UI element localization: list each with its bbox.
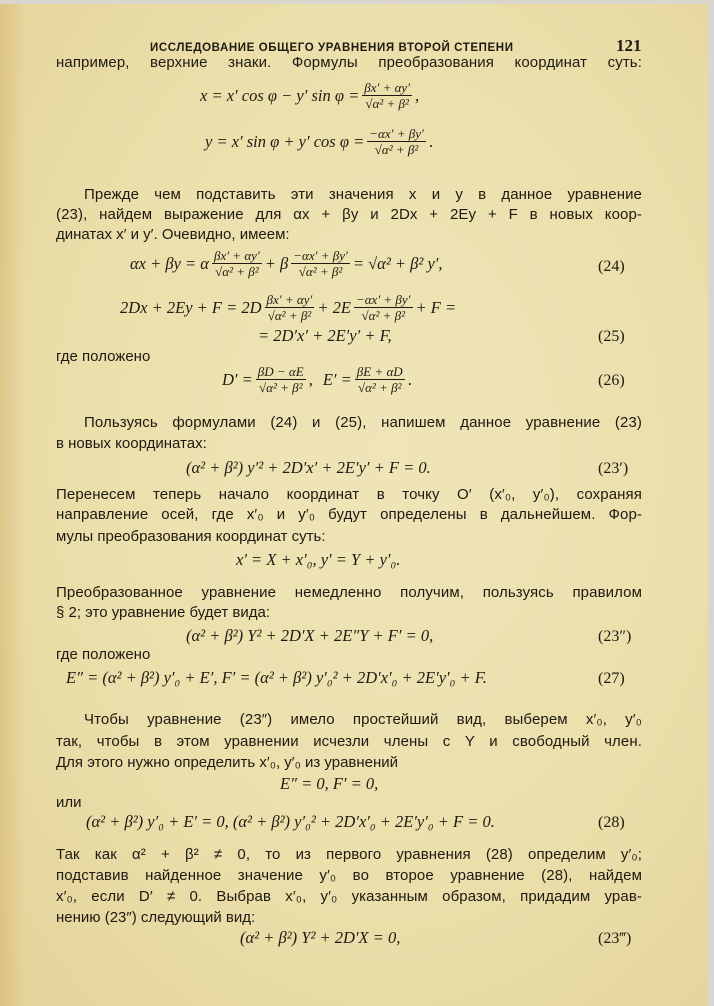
equation-label-23-double-prime: (23″) [598, 628, 632, 645]
equation-lhs: αx + βy = α [130, 254, 209, 273]
equation-lhs: E′ = [322, 370, 352, 389]
equation-26 [222, 364, 412, 396]
numerator: −αx′ + βy′ [369, 126, 424, 141]
denominator: √α² + β² [365, 96, 409, 111]
punctuation: . [407, 370, 412, 389]
numerator: βD − αE [257, 364, 304, 379]
equation-x-transform [200, 80, 419, 112]
page-number: 121 [616, 36, 642, 55]
equation-zero-conditions: E″ = 0, F′ = 0, [280, 774, 379, 793]
numerator: −αx′ + βy′ [293, 248, 348, 263]
paragraph-line: Пользуясь формулами (24) и (25), напишем данное уравнение (23) [84, 414, 642, 431]
paragraph-line: Для этого нужно определить x′₀, y′₀ из уравнений [56, 754, 399, 771]
running-title: ИССЛЕДОВАНИЕ ОБЩЕГО УРАВНЕНИЯ ВТОРОЙ СТЕПЕНИ [150, 42, 514, 54]
equation-y-transform [205, 126, 433, 158]
denominator: √α² + β² [215, 264, 259, 279]
numerator: −αx′ + βy′ [355, 292, 411, 307]
or-label: или [56, 794, 82, 811]
equation-label-24: (24) [598, 258, 625, 275]
equation-23-triple-prime: (α² + β²) Y² + 2D′X = 0, [240, 928, 401, 947]
fraction [212, 248, 262, 280]
fraction [362, 80, 412, 112]
equation-24 [130, 248, 443, 280]
equation-28: (α² + β²) y′₀ + E′ = 0, (α² + β²) y′₀² + 2D′x′₀ + 2E′y′₀ + F = 0. [86, 812, 495, 831]
numerator: βE + αD [356, 364, 403, 379]
paragraph-line: Прежде чем подставить эти значения x и y в данное уравнение [84, 186, 642, 203]
paragraph-line: x′₀, если D′ ≠ 0. Выбрав x′₀, y′₀ указанным образом, придадим урав- [56, 888, 642, 905]
numerator: βx′ + αy′ [266, 292, 313, 307]
denominator: √α² + β² [258, 380, 303, 395]
equation-label-23-triple-prime: (23‴) [598, 930, 632, 947]
paragraph-line: в новых координатах: [56, 435, 207, 452]
equation-lhs: D′ = [222, 370, 253, 389]
equation-label-27: (27) [598, 670, 625, 687]
paragraph-line: мулы преобразования координат суть: [56, 528, 326, 545]
paragraph-line: Преобразованное уравнение немедленно получим, пользуясь правилом [56, 584, 642, 601]
fraction [355, 364, 405, 396]
paragraph-line: Перенесем теперь начало координат в точку O′ (x′₀, y′₀), сохраняя [56, 486, 642, 503]
denominator: √α² + β² [267, 308, 312, 323]
where-label: где положено [56, 348, 151, 365]
equation-lhs: 2Dx + 2Ey + F = 2D [120, 298, 262, 317]
book-page [0, 4, 708, 1006]
equation-label-28: (28) [598, 814, 625, 831]
paragraph-line: нению (23″) следующий вид: [56, 909, 256, 926]
numerator: βx′ + αy′ [213, 248, 260, 263]
equation-25-line1 [120, 292, 456, 324]
paragraph-line: динатах x′ и y′. Очевидно, имеем: [56, 226, 290, 243]
denominator: √α² + β² [374, 142, 419, 157]
punctuation: , [308, 370, 313, 389]
paragraph-line: Так как α² + β² ≠ 0, то из первого уравнения (28) определим y′₀; [56, 846, 642, 863]
equation-27: E″ = (α² + β²) y′₀ + E′, F′ = (α² + β²) y′₀² + 2D′x′₀ + 2E′y′₀ + F. [66, 668, 487, 687]
equation-lhs: y = x′ sin φ + y′ cos φ = [205, 132, 365, 151]
paragraph-line: так, чтобы в этом уравнении исчезли члены с Y и свободный член. [56, 733, 642, 750]
fraction [256, 364, 306, 396]
fraction [367, 126, 426, 158]
operator: + β [264, 254, 289, 273]
fraction [354, 292, 413, 324]
equation-label-25: (25) [598, 328, 625, 345]
denominator: √α² + β² [361, 308, 405, 323]
fraction [265, 292, 315, 324]
paragraph-line: Чтобы уравнение (23″) имело простейший вид, выберем x′₀, y′₀ [84, 711, 642, 728]
operator: + 2E [317, 298, 351, 317]
equation-rhs: + F = [415, 298, 457, 317]
equation-shift: x′ = X + x′₀, y′ = Y + y′₀. [236, 550, 401, 569]
equation-23-prime: (α² + β²) y′² + 2D′x′ + 2E′y′ + F = 0. [186, 458, 431, 477]
equation-lhs: x = x′ cos φ − y′ sin φ = [200, 86, 360, 105]
punctuation: , [415, 86, 420, 105]
paragraph-line: направление осей, где x′₀ и y′₀ будут определены в дальнейшем. Фор- [56, 506, 642, 523]
equation-25-line2: = 2D′x′ + 2E′y′ + F, [258, 326, 392, 345]
denominator: √α² + β² [357, 380, 402, 395]
numerator: βx′ + αy′ [364, 80, 411, 95]
paragraph-line: подставив найденное значение y′₀ во второе уравнение (28), найдем [56, 867, 642, 884]
paragraph-line: (23), найдем выражение для αx + βy и 2Dx + 2Ey + F в новых коор- [56, 206, 642, 223]
equation-23-double-prime: (α² + β²) Y² + 2D′X + 2E″Y + F′ = 0, [186, 626, 434, 645]
equation-rhs: = √α² + β² y′, [352, 254, 443, 273]
where-label: где положено [56, 646, 151, 663]
fraction [291, 248, 350, 280]
equation-label-23-prime: (23′) [598, 460, 629, 477]
paragraph-line: § 2; это уравнение будет вида: [56, 604, 271, 621]
equation-label-26: (26) [598, 372, 625, 389]
denominator: √α² + β² [298, 264, 343, 279]
paragraph-intro: например, верхние знаки. Формулы преобразования координат суть: [56, 54, 642, 71]
punctuation: . [428, 132, 433, 151]
